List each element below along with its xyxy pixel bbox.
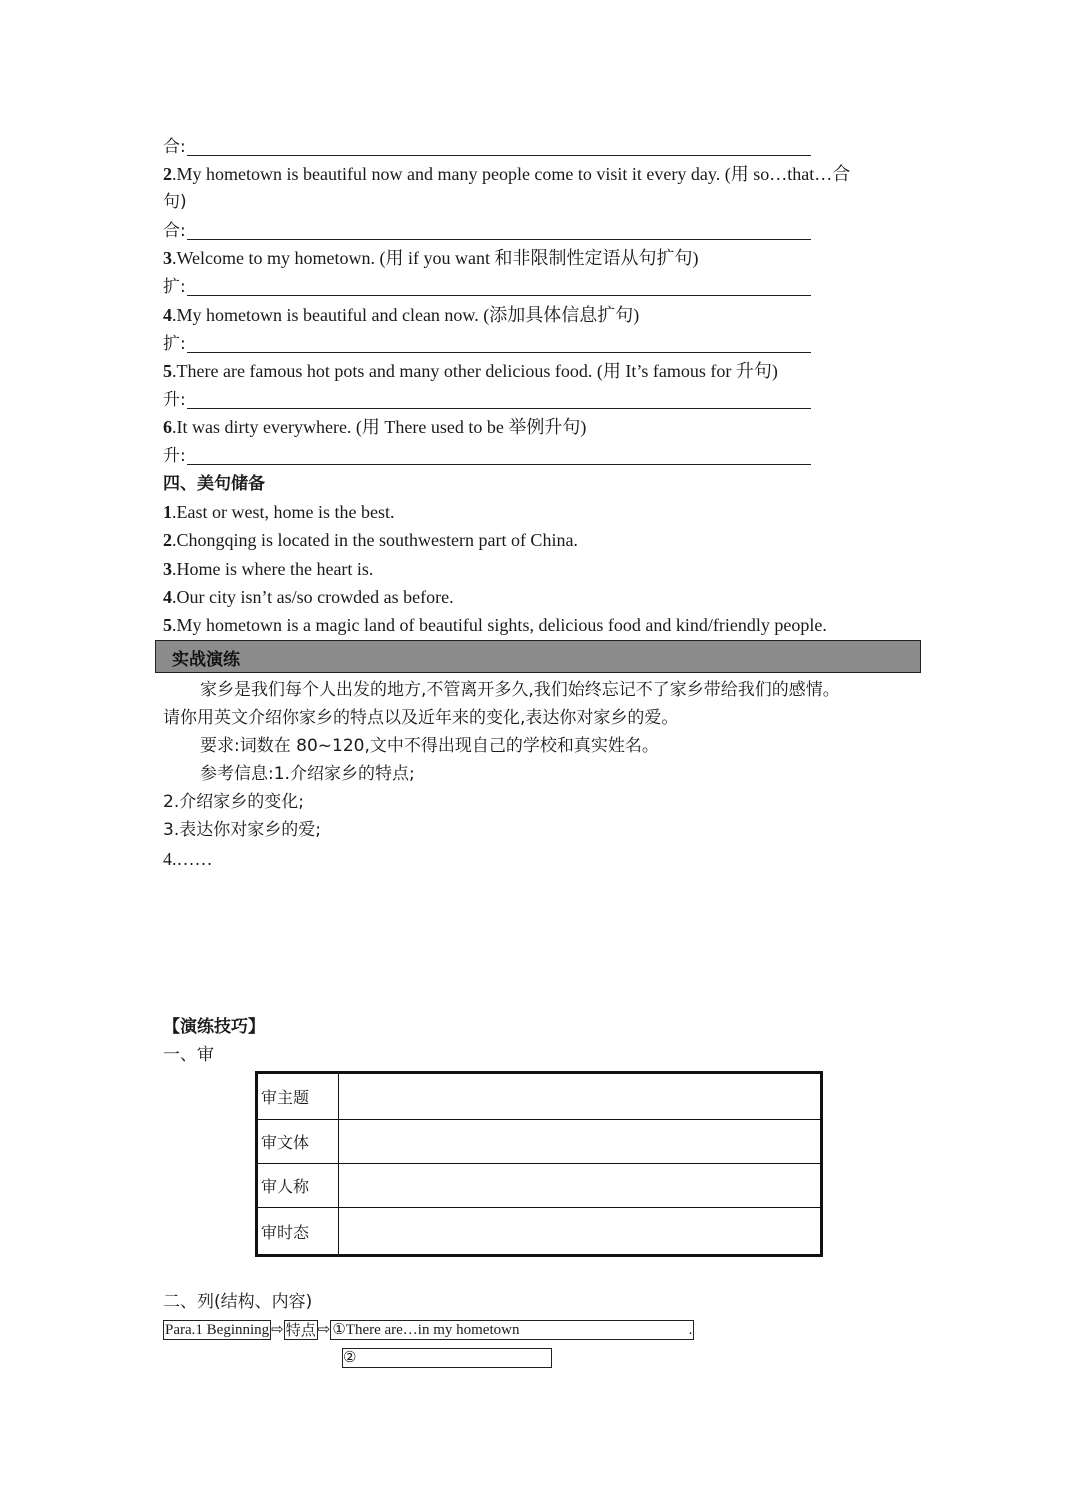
- exercise-item-6: [163, 415, 586, 439]
- item-number: 2: [163, 530, 172, 550]
- answer-line-2[interactable]: [163, 218, 811, 242]
- item-number: 6: [163, 417, 172, 437]
- review-row-label: 审时态: [257, 1208, 339, 1256]
- answer-underline: [187, 155, 811, 156]
- outline-flow: [163, 1320, 694, 1340]
- exercise-item-3: [163, 246, 698, 270]
- review-answer-cell[interactable]: [339, 1164, 822, 1208]
- feature-item-1-box[interactable]: [330, 1320, 694, 1340]
- item-number: 3: [163, 248, 172, 268]
- answer-line-6[interactable]: [163, 443, 811, 467]
- right-arrow-icon: ⇨: [317, 1320, 331, 1338]
- item-number: 5: [163, 361, 172, 381]
- item-text: .Our city isn’t as/so crowded as before.: [172, 587, 454, 607]
- step-list-heading: 二、列(结构、内容): [163, 1292, 313, 1312]
- item-number: 4: [163, 587, 172, 607]
- review-answer-cell[interactable]: [339, 1208, 822, 1256]
- review-row-label: 审人称: [257, 1164, 339, 1208]
- review-row: [257, 1164, 822, 1208]
- sentence-item-5: [163, 613, 827, 637]
- item-number: 3: [163, 559, 172, 579]
- prompt-requirement: 要求:词数在 80~120,文中不得出现自己的学校和真实姓名。: [200, 736, 659, 756]
- para-beginning-box: Para.1 Beginning: [165, 1322, 270, 1338]
- tips-heading: 【演练技巧】: [163, 1017, 265, 1037]
- sentence-item-2: [163, 528, 578, 552]
- answer-label: 合:: [163, 137, 186, 157]
- practice-banner: [155, 640, 921, 673]
- answer-underline: [187, 464, 811, 465]
- item-text: .There are famous hot pots and many other delicious food. (用 It’s famous for 升句): [172, 361, 778, 381]
- review-row-label: 审主题: [257, 1073, 339, 1120]
- answer-label: 扩:: [163, 277, 186, 297]
- item-text: .East or west, home is the best.: [172, 502, 395, 522]
- item-number: 2: [163, 164, 172, 184]
- review-answer-cell[interactable]: [339, 1120, 822, 1164]
- feature-item-2-text: ②: [343, 1350, 357, 1366]
- exercise-item-5: [163, 359, 778, 383]
- prompt-reference-4: 4.……: [163, 849, 213, 869]
- review-answer-cell[interactable]: [339, 1073, 822, 1120]
- answer-label: 升:: [163, 446, 186, 466]
- sentence-item-4: [163, 585, 454, 609]
- answer-underline: [187, 239, 811, 240]
- review-row: [257, 1120, 822, 1164]
- feature-item-1-end: .: [688, 1322, 693, 1338]
- item-text: .It was dirty everywhere. (用 There used to be 举例升句): [172, 417, 587, 437]
- answer-label: 合:: [163, 221, 186, 241]
- item-text: .My hometown is a magic land of beautiful sights, delicious food and kind/friendly people.: [172, 615, 827, 635]
- answer-line-3[interactable]: [163, 274, 811, 298]
- item-text: .Chongqing is located in the southwestern part of China.: [172, 530, 578, 550]
- item-number: 4: [163, 305, 172, 325]
- sentence-item-1: [163, 500, 394, 524]
- item-number: 5: [163, 615, 172, 635]
- prompt-paragraph-cont: 请你用英文介绍你家乡的特点以及近年来的变化,表达你对家乡的爱。: [163, 708, 679, 728]
- item-number: 1: [163, 502, 172, 522]
- answer-line-1[interactable]: [163, 134, 811, 158]
- prompt-reference: 参考信息:1.介绍家乡的特点;: [200, 764, 415, 784]
- answer-underline: [187, 352, 811, 353]
- exercise-item-2: [163, 162, 850, 186]
- step-review-heading: 一、审: [163, 1045, 214, 1065]
- feature-item-1-text: ①There are…in my hometown: [332, 1322, 520, 1338]
- answer-label: 升:: [163, 390, 186, 410]
- review-row: [257, 1208, 822, 1256]
- feature-item-2-box[interactable]: [342, 1348, 552, 1368]
- feature-box: 特点: [285, 1321, 316, 1339]
- item-text: .My hometown is beautiful now and many people come to visit it every day. (用 so…that…合: [172, 164, 851, 184]
- item-text: .Welcome to my hometown. (用 if you want 和非限制性定语从句扩句): [172, 248, 699, 268]
- answer-underline: [187, 408, 811, 409]
- section-heading-sentences: 四、美句储备: [163, 474, 265, 494]
- review-row-label: 审文体: [257, 1120, 339, 1164]
- exercise-item-2-cont: 句): [163, 192, 187, 212]
- answer-line-5[interactable]: [163, 387, 811, 411]
- prompt-reference-3: 3.表达你对家乡的爱;: [163, 820, 321, 840]
- exercise-item-4: [163, 303, 639, 327]
- answer-underline: [187, 295, 811, 296]
- review-table: [255, 1071, 823, 1257]
- prompt-reference-2: 2.介绍家乡的变化;: [163, 792, 304, 812]
- answer-line-4[interactable]: [163, 331, 811, 355]
- prompt-paragraph: 家乡是我们每个人出发的地方,不管离开多久,我们始终忘记不了家乡带给我们的感情。: [200, 680, 840, 700]
- practice-banner-title: 实战演练: [172, 650, 240, 670]
- right-arrow-icon: ⇨: [271, 1320, 284, 1338]
- item-text: .Home is where the heart is.: [172, 559, 374, 579]
- answer-label: 扩:: [163, 334, 186, 354]
- review-row: [257, 1073, 822, 1120]
- sentence-item-3: [163, 557, 373, 581]
- item-text: .My hometown is beautiful and clean now. (添加具体信息扩句): [172, 305, 640, 325]
